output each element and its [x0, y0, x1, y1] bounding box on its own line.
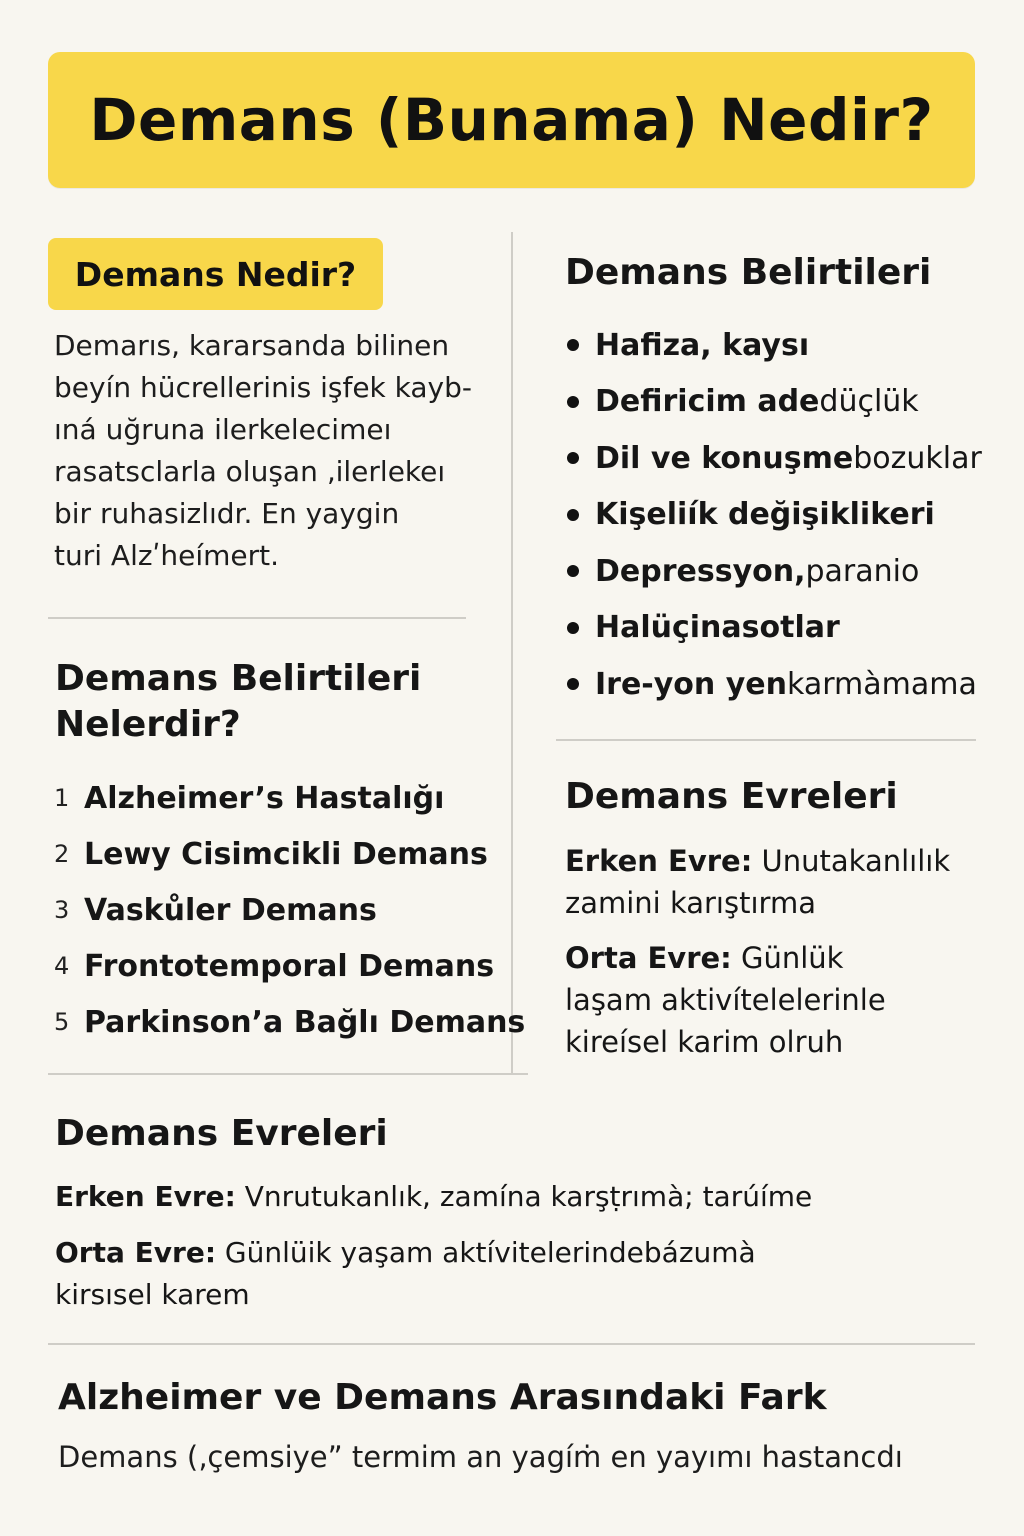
divider: [48, 1073, 528, 1075]
list-item: Defiricim ade düçlük: [565, 374, 982, 431]
types-list: [54, 770, 525, 1050]
intro-line: ıná uğruna ilerkelecimeı: [54, 413, 392, 446]
divider: [48, 617, 466, 619]
bullet-icon: [567, 678, 579, 690]
list-item: 2 Lewy Cisimcikli Demans: [54, 836, 488, 872]
intro-paragraph: [54, 325, 494, 577]
stages-heading: Demans Evreleri: [565, 776, 898, 817]
difference-heading: Alzheimer ve Demans Arasındaki Fark: [58, 1377, 827, 1418]
list-item: 3 Vaskůler Demans: [54, 892, 377, 928]
symptoms-heading: Demans Belirtileri: [565, 252, 932, 293]
middle-stage: Orta Evre: Günlük laşam aktivítelelerinle kireísel karim olruh: [565, 941, 886, 1059]
intro-line: rasatsclarla oluşan ‚ilerlekeı: [54, 455, 446, 488]
list-item: Hafiza, kaysı: [565, 317, 982, 374]
bullet-icon: [567, 622, 579, 634]
difference-text: Demans (‚çemsiye” termim an yagíṁ en yayımı hastancdı: [58, 1440, 903, 1474]
list-item: Kişeliík değişiklikeri: [565, 487, 982, 544]
bullet-icon: [567, 396, 579, 408]
divider: [48, 1343, 975, 1345]
early-stage: Erken Evre: Vnrutukanlık, zamína karşṭrımà; tarúíme: [55, 1180, 813, 1213]
list-item: 4 Frontotemporal Demans: [54, 948, 495, 984]
bullet-icon: [567, 339, 579, 351]
types-heading: Demans Belirtileri Nelerdir?: [55, 658, 422, 745]
title-banner: [48, 52, 975, 188]
list-item: Ire-yon yen karmàmama: [565, 656, 982, 713]
stages-heading: Demans Evreleri: [55, 1113, 388, 1154]
middle-stage: Orta Evre: Günlüik yaşam aktívitelerindebázumà kirsısel karem: [55, 1236, 756, 1311]
symptoms-list: [565, 317, 982, 713]
page-title: Demans (Bunama) Nedir?: [89, 86, 934, 154]
intro-heading-pill: [48, 238, 383, 310]
early-stage: Erken Evre: Unutakanlılık zamini karıştırma: [565, 844, 951, 920]
intro-heading: Demans Nedir?: [74, 254, 357, 294]
list-item: Depressyon, paranio: [565, 543, 982, 600]
list-item: Halüçinasotlar: [565, 600, 982, 657]
list-item: 5 Parkinson’a Bağlı Demans: [54, 1004, 526, 1040]
intro-line: bir ruhasizlıdr. En yaygin: [54, 497, 400, 530]
intro-line: beyín hücrellerinis işfek kayb-: [54, 371, 472, 404]
list-item: Dil ve konuşme bozuklar: [565, 430, 982, 487]
divider: [556, 739, 976, 741]
bullet-icon: [567, 452, 579, 464]
intro-line: turi Alzʹheímert.: [54, 539, 279, 572]
bullet-icon: [567, 565, 579, 577]
intro-line: Demarıs, kararsanda bilinen: [54, 329, 450, 362]
bullet-icon: [567, 509, 579, 521]
list-item: 1 Alzheimer’s Hastalığı: [54, 780, 445, 816]
